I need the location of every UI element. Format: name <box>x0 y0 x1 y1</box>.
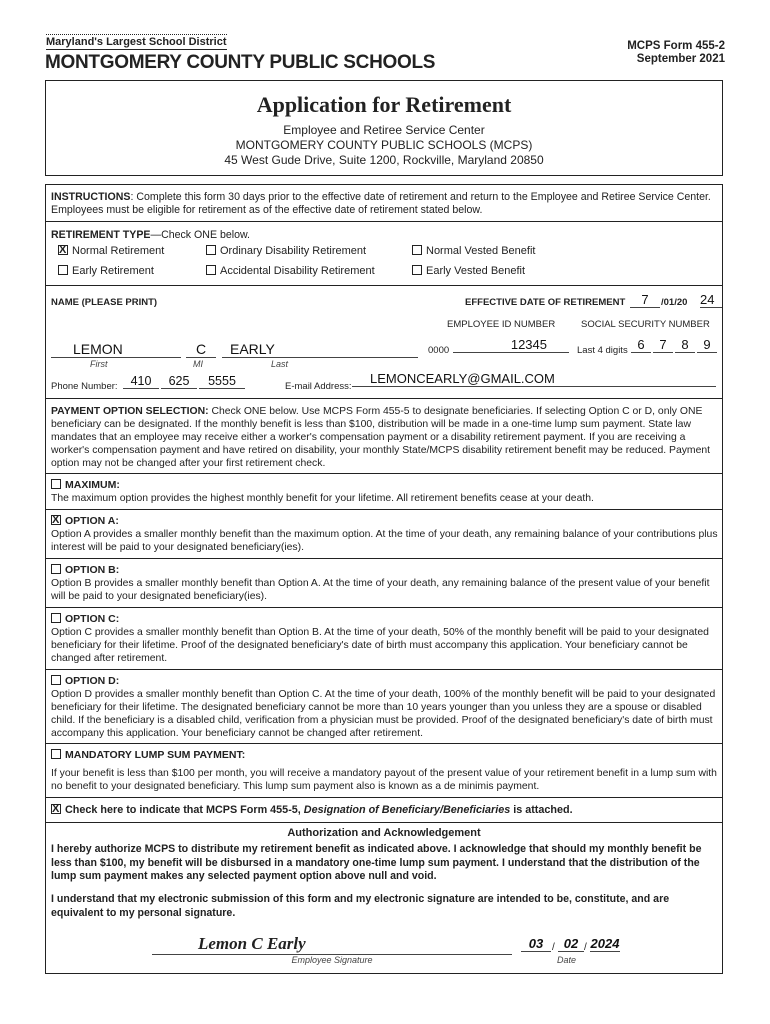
name-label: NAME (PLEASE PRINT) <box>51 297 158 308</box>
checkbox-option-d[interactable] <box>51 675 61 685</box>
date-label: Date <box>557 955 577 965</box>
divider <box>45 607 723 608</box>
mi-label: MI <box>193 359 203 369</box>
option-normal-retirement[interactable] <box>58 245 164 257</box>
option-title: OPTION A: <box>65 515 119 527</box>
option-maximum-text: The maximum option provides the highest monthly benefit for your lifetime. All retirement benefits cease at your death. <box>51 493 594 504</box>
divider <box>45 285 723 286</box>
district-tagline: Maryland's Largest School District <box>46 36 227 48</box>
ssn-digit-1[interactable]: 6 <box>631 337 651 353</box>
page-title: Application for Retirement <box>256 92 512 117</box>
option-label: Normal Vested Benefit <box>426 245 536 257</box>
option-title: OPTION D: <box>65 675 120 687</box>
checkbox-lump-sum[interactable] <box>51 749 61 759</box>
divider <box>45 221 723 222</box>
option-title: OPTION B: <box>65 564 120 576</box>
auth-title: Authorization and Acknowledgement <box>287 827 481 839</box>
email-label: E-mail Address: <box>285 381 352 392</box>
divider <box>45 822 723 823</box>
option-label: Early Vested Benefit <box>426 265 526 277</box>
lump-sum-title <box>51 749 245 761</box>
retirement-type-heading <box>51 229 250 241</box>
first-label: First <box>90 359 108 369</box>
payment-selection-text: Check ONE below. Use MCPS Form 455-5 to designate beneficiaries. If selecting Option C or D, only ONE beneficiary can be designated. If the monthly benefit is less than $100, distribution will be made in a one-time lump sum payment. State law mandates that an employee may receive either a worker's compensation payment or a disability retirement payment. If you are receiving a worker's compensation payment and have retired on disability, your monthly State/MCPS disability retirement benefit may be reduced. Payment option may not be changed after your first retirement check. <box>51 406 711 469</box>
option-a-text: Option A provides a smaller monthly benefit than the maximum option. At the time of your death, any remaining balance of your contributions plus interest will be paid to your designated beneficiary(ies). <box>51 529 718 553</box>
option-normal-vested[interactable] <box>412 245 535 257</box>
auth-paragraph-1: I hereby authorize MCPS to distribute my retirement benefit as indicated above. I acknowledge that should my monthly benefit be less than $100, my benefit will be disbursed in a mandatory one-time lump sum payment. I understand that the distribution of the lump sum payment makes any selected payment option above null and void. <box>51 843 702 882</box>
title-line3: 45 West Gude Drive, Suite 1200, Rockville, Maryland 20850 <box>224 153 544 167</box>
payment-selection-label: PAYMENT OPTION SELECTION: <box>51 406 209 417</box>
ssn-digit-2[interactable]: 7 <box>653 337 673 353</box>
instructions-label: INSTRUCTIONS <box>51 191 131 203</box>
signature-field[interactable]: Lemon C Early <box>152 934 512 955</box>
retirement-type-label: RETIREMENT TYPE <box>51 229 151 241</box>
effective-date-mid: /01/20 <box>661 297 688 308</box>
divider <box>45 473 723 474</box>
option-b-title[interactable] <box>51 564 119 576</box>
instructions <box>51 191 721 217</box>
ssn-digit-4[interactable]: 9 <box>697 337 717 353</box>
form-number: MCPS Form 455-2 <box>627 40 725 52</box>
option-c-title[interactable] <box>51 613 119 625</box>
employee-id-label: EMPLOYEE ID NUMBER <box>447 319 556 330</box>
option-b-text: Option B provides a smaller monthly benefit than Option A. At the time of your death, any remaining balance of the present value of your benefit will be paid to your designated beneficiary(ies). <box>51 578 710 602</box>
option-d-title[interactable] <box>51 675 119 687</box>
phone-prefix-field[interactable]: 625 <box>161 374 197 389</box>
option-label: Early Retirement <box>72 265 154 277</box>
mi-field[interactable]: C <box>186 341 216 358</box>
last-label: Last <box>271 359 289 369</box>
date-year-field[interactable]: 2024 <box>590 936 620 951</box>
ssn-label: SOCIAL SECURITY NUMBER <box>581 319 710 330</box>
divider <box>45 669 723 670</box>
instructions-text: : Complete this form 30 days prior to the effective date of retirement and return to the Employee and Retiree Service Center. Employees must be eligible for retirement as of the effective date of retirement stated below. <box>51 191 711 216</box>
employee-id-field[interactable]: 12345 <box>453 337 569 353</box>
checkbox-accidental-disability[interactable] <box>206 265 216 275</box>
checkbox-attachment[interactable] <box>51 804 61 814</box>
phone-area-field[interactable]: 410 <box>123 374 159 389</box>
title-box <box>45 80 723 176</box>
date-slash-2: / <box>584 942 587 953</box>
divider <box>45 398 723 399</box>
checkbox-early-vested[interactable] <box>412 265 422 275</box>
divider <box>45 797 723 798</box>
email-field[interactable]: LEMONCEARLY@GMAIL.COM <box>352 371 716 387</box>
divider <box>45 558 723 559</box>
district-logo-text: MONTGOMERY COUNTY PUBLIC SCHOOLS <box>45 52 436 73</box>
checkbox-early-retirement[interactable] <box>58 265 68 275</box>
lump-sum-label: MANDATORY LUMP SUM PAYMENT: <box>65 749 246 761</box>
ssn-prefix: Last 4 digits <box>577 345 628 356</box>
checkbox-option-b[interactable] <box>51 564 61 574</box>
option-early-retirement[interactable] <box>58 265 154 277</box>
option-c-text: Option C provides a smaller monthly benefit than Option B. At the time of your death, 50% of the monthly benefit will be paid to your designated beneficiary for their lifetime. Proof of the designated beneficiary's date of birth must accompany this application. Your beneficiary cannot be changed after retirement. <box>51 627 709 664</box>
payment-selection <box>51 405 719 470</box>
attach-italic: Designation of Beneficiary/Beneficiaries <box>303 804 511 816</box>
employee-id-prefix: 0000 <box>428 345 450 356</box>
checkbox-option-a[interactable] <box>51 515 61 525</box>
checkbox-normal-retirement[interactable] <box>58 245 68 255</box>
title-line2: MONTGOMERY COUNTY PUBLIC SCHOOLS (MCPS) <box>235 138 533 152</box>
phone-label: Phone Number: <box>51 381 118 392</box>
checkbox-option-c[interactable] <box>51 613 61 623</box>
option-d-text: Option D provides a smaller monthly benefit than Option C. At the time of your death, 100% of the monthly benefit will be paid to your designated beneficiary for their lifetime. The designated beneficiary cannot be more than 10 years younger than you unless they are a spouse or disabled child. If the beneficiary is a disabled child, verification from a physician must be provided. Proof of the designated beneficiary's date of birth must accompany this application. Your beneficiary cannot be changed after retirement. <box>51 689 716 739</box>
date-day-field[interactable]: 02 <box>558 936 584 952</box>
attach-pre: Check here to indicate that MCPS Form 455-5, <box>65 804 304 816</box>
checkbox-ordinary-disability[interactable] <box>206 245 216 255</box>
last-name-field[interactable]: EARLY <box>222 341 418 358</box>
attachment-check[interactable] <box>51 804 573 816</box>
divider <box>45 509 723 510</box>
form-date: September 2021 <box>636 53 725 65</box>
first-name-field[interactable]: LEMON <box>51 341 181 358</box>
checkbox-maximum[interactable] <box>51 479 61 489</box>
option-label: Accidental Disability Retirement <box>220 265 375 277</box>
ssn-digit-3[interactable]: 8 <box>675 337 695 353</box>
effective-year-field[interactable]: 24 <box>700 292 722 308</box>
retirement-type-hint: —Check ONE below. <box>150 229 250 241</box>
option-ordinary-disability[interactable] <box>206 245 366 257</box>
option-title: MAXIMUM: <box>65 479 120 491</box>
checkbox-normal-vested[interactable] <box>412 245 422 255</box>
option-maximum-title[interactable] <box>51 479 120 491</box>
date-slash-1: / <box>552 942 555 953</box>
signature-label: Employee Signature <box>291 955 373 965</box>
date-month-field[interactable]: 03 <box>521 936 551 952</box>
option-label: Normal Retirement <box>72 245 165 257</box>
option-accidental-disability[interactable] <box>206 265 375 277</box>
phone-line-field[interactable]: 5555 <box>199 374 245 389</box>
option-early-vested[interactable] <box>412 265 525 277</box>
effective-date-label: EFFECTIVE DATE OF RETIREMENT <box>465 297 626 308</box>
option-label: Ordinary Disability Retirement <box>220 245 367 257</box>
lump-sum-text: If your benefit is less than $100 per month, you will receive a mandatory payout of the present value of your retirement benefit in a lump sum with no benefit to your designated beneficiary. This lump sum payment also is known as a de minimis payment. <box>51 768 717 792</box>
option-a-title[interactable] <box>51 515 119 527</box>
option-title: OPTION C: <box>65 613 120 625</box>
auth-paragraph-2: I understand that my electronic submission of this form and my electronic signature are intended to be, constitute, and are equivalent to my personal signature. <box>51 893 670 919</box>
divider <box>45 743 723 744</box>
effective-month-field[interactable]: 7 <box>630 292 660 308</box>
title-line1: Employee and Retiree Service Center <box>283 123 485 137</box>
attach-post: is attached. <box>510 804 573 816</box>
